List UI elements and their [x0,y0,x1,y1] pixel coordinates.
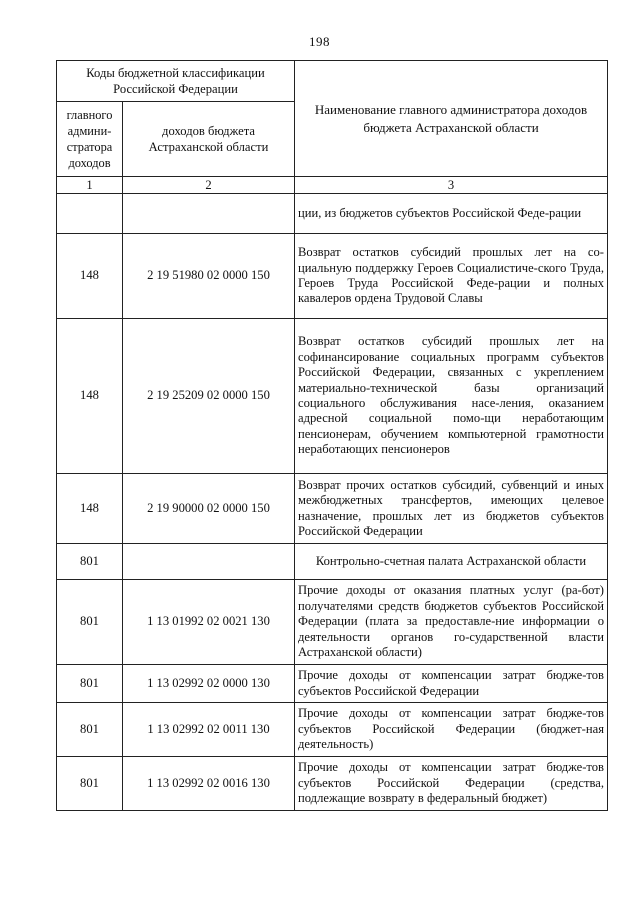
income-code-cell [123,194,295,234]
admin-code-cell [57,194,123,234]
header-col-admin: главного админи-стратора доходов [57,102,123,177]
income-code-cell [123,544,295,580]
budget-classification-table [56,60,608,811]
income-code-cell: 1 13 01992 02 0021 130 [123,580,295,665]
admin-code-cell: 801 [57,757,123,811]
table-row [57,474,608,544]
header-col-name: Наименование главного администратора доходов бюджета Астраханской области [295,61,608,177]
income-code-cell: 1 13 02992 02 0011 130 [123,703,295,757]
column-number-3: 3 [295,177,608,194]
admin-code-cell: 801 [57,703,123,757]
admin-code-cell: 148 [57,234,123,319]
description-cell: Возврат остатков субсидий прошлых лет на со-циальную поддержку Героев Социалистиче-ского Труда, Героев Труда Российской Феде-рации и полных кавалеров ордена Трудовой Славы [295,234,608,319]
admin-code-cell: 148 [57,319,123,474]
description-cell: Возврат остатков субсидий прошлых лет на софинансирование социальных программ субъектов Российской Федерации, связанных с укреплением материально-технической базы организаций социального обслуживания насе-ления, оказанием адресной социальной помо-щи неработающим пенсионерам, обучением компьютерной грамотности неработающих пенсионеров [295,319,608,474]
header-col-income: доходов бюджета Астраханской области [123,102,295,177]
page-number: 198 [309,34,330,49]
table-row [57,194,608,234]
income-code-cell: 1 13 02992 02 0000 130 [123,665,295,703]
column-number-row [57,177,608,194]
admin-code-cell: 801 [57,580,123,665]
column-number-1: 1 [57,177,123,194]
description-cell: ции, из бюджетов субъектов Российской Феде-рации [295,194,608,234]
description-cell: Прочие доходы от компенсации затрат бюдже-тов субъектов Российской Федерации (средства, подлежащие возврату в федеральный бюджет) [295,757,608,811]
description-cell: Прочие доходы от оказания платных услуг (ра-бот) получателями средств бюджетов субъектов Российской Федерации (плата за предоставле-ние информации о деятельности органов го-сударственной власти Астраханской области) [295,580,608,665]
table-row [57,703,608,757]
description-cell: Возврат прочих остатков субсидий, субвенций и иных межбюджетных трансфертов, имеющих целевое назначение, прошлых лет из бюджетов субъектов Российской Федерации [295,474,608,544]
header-group-title: Коды бюджетной классификации Российской Федерации [57,61,295,102]
admin-code-cell: 801 [57,665,123,703]
table-row [57,544,608,580]
table-row [57,665,608,703]
admin-code-cell: 801 [57,544,123,580]
table-row [57,580,608,665]
description-cell: Прочие доходы от компенсации затрат бюдже-тов субъектов Российской Федерации [295,665,608,703]
column-number-2: 2 [123,177,295,194]
admin-code-cell: 148 [57,474,123,544]
table-row [57,757,608,811]
section-heading-cell: Контрольно-счетная палата Астраханской области [295,544,608,580]
income-code-cell: 2 19 51980 02 0000 150 [123,234,295,319]
table-row [57,319,608,474]
income-code-cell: 1 13 02992 02 0016 130 [123,757,295,811]
income-code-cell: 2 19 25209 02 0000 150 [123,319,295,474]
table-row [57,234,608,319]
description-cell: Прочие доходы от компенсации затрат бюдже-тов субъектов Российской Федерации (бюджет-ная деятельность) [295,703,608,757]
income-code-cell: 2 19 90000 02 0000 150 [123,474,295,544]
